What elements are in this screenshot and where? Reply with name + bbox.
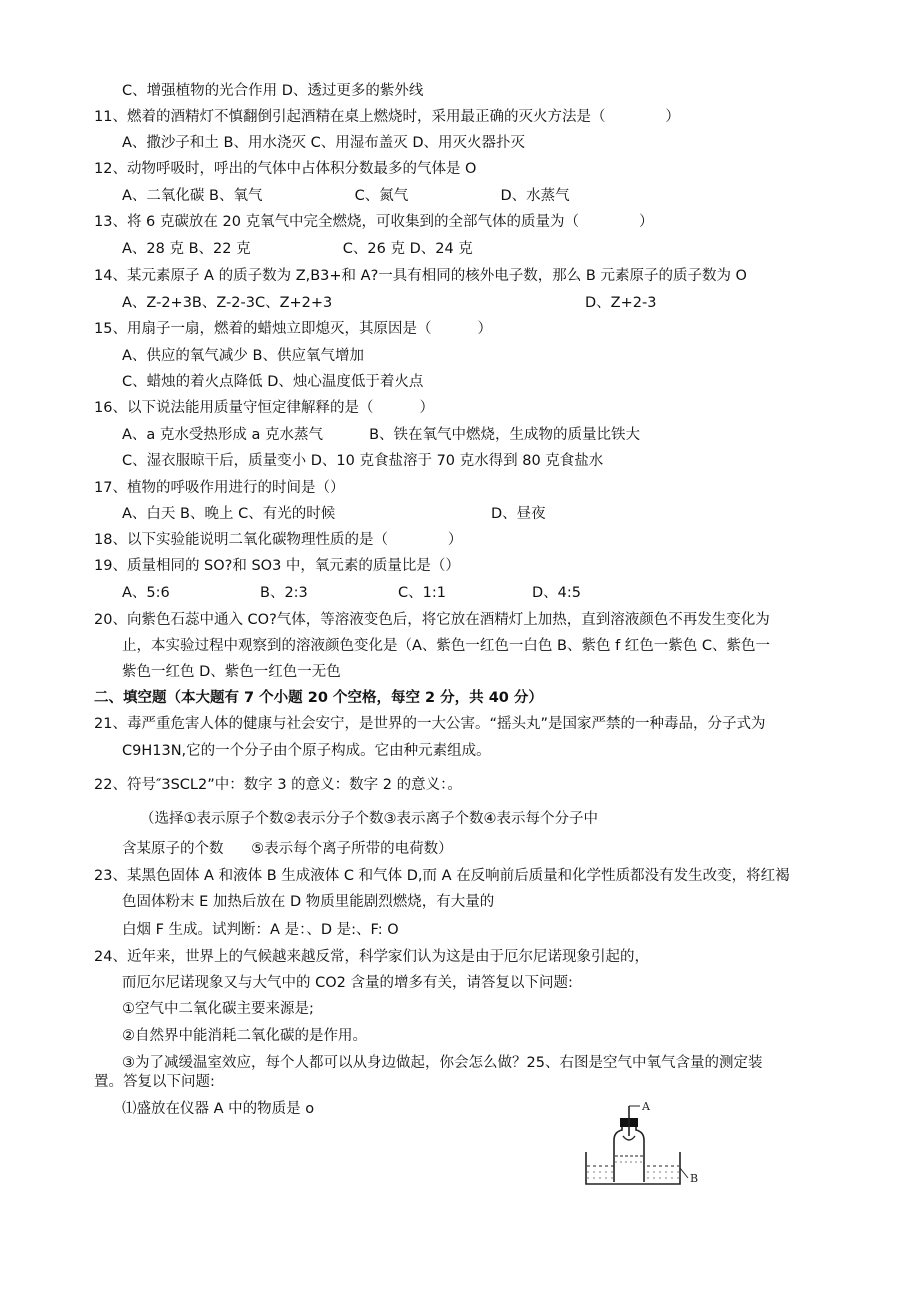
q19-option-b: B、2:3 — [260, 585, 308, 601]
q10-option-cd: C、增强植物的光合作用 D、透过更多的紫外线 — [122, 83, 424, 99]
q15-options-cd: C、蜡烛的着火点降低 D、烛心温度低于着火点 — [122, 374, 424, 390]
q16-stem: 16、以下说法能用质量守恒定律解释的是（ ） — [94, 400, 435, 416]
q15-stem: 15、用扇子一扇，燃着的蜡烛立即熄灭，其原因是（ ） — [94, 321, 493, 337]
q25-stem-line2: 置。答复以下问题: — [94, 1074, 215, 1090]
q19-stem: 19、质量相同的 SO?和 SO3 中，氧元素的质量比是（） — [94, 558, 460, 574]
q23-stem-line3: 白烟 F 生成。试判断：A 是：、D 是:、F: O — [122, 922, 399, 938]
q24-stem-line1: 24、近年来，世界上的气候越来越反常，科学家们认为这是由于厄尔尼诺现象引起的， — [94, 949, 649, 965]
q19-option-d: D、4:5 — [532, 585, 582, 601]
q22-choices-line1: （选择①表示原子个数②表示分子个数③表示离子个数④表示每个分子中 — [140, 811, 598, 827]
q14-option-d: D、Z+2-3 — [585, 295, 657, 311]
q21-stem-line1: 21、毒严重危害人体的健康与社会安宁，是世界的一大公害。“摇头丸”是国家严禁的一种毒品，分子式为 — [94, 716, 766, 732]
q24-sub3-q25-stem: ③为了减缓温室效应，每个人都可以从身边做起，你会怎么做？25、右图是空气中氧气含量的测定装 — [122, 1055, 763, 1071]
q24-sub2: ②自然界中能消耗二氧化碳的是作用。 — [122, 1028, 367, 1044]
q22-stem: 22、符号″3SCL2”中：数字 3 的意义：数字 2 的意义：。 — [94, 777, 462, 793]
q11-options: A、撒沙子和土 B、用水浇灭 C、用湿布盖灭 D、用灭火器扑灭 — [122, 135, 525, 151]
label-a: A — [642, 1100, 650, 1113]
q16-options-ab: A、a 克水受热形成 a 克水蒸气 B、铁在氧气中燃烧，生成物的质量比铁大 — [122, 427, 641, 443]
q24-stem-line2: 而厄尔尼诺现象又与大气中的 CO2 含量的增多有关，请答复以下问题: — [122, 975, 573, 991]
q19-option-a: A、5:6 — [122, 585, 170, 601]
q20-stem-line1: 20、向紫色石蕊中通入 CO?气体，等溶液变色后，将它放在酒精灯上加热，直到溶液颜色不再发生变化为 — [94, 612, 770, 628]
q23-stem-line2: 色固体粉末 E 加热后放在 D 物质里能剧烈燃烧，有大量的 — [122, 894, 495, 910]
q17-option-d: D、昼夜 — [491, 506, 546, 522]
q13-options: A、28 克 B、22 克 C、26 克 D、24 克 — [122, 241, 473, 257]
q18-stem: 18、以下实验能说明二氧化碳物理性质的是（ ） — [94, 532, 463, 548]
q14-stem: 14、某元素原子 A 的质子数为 Z,B3+和 A?一具有相同的核外电子数，那么 B 元素原子的质子数为 O — [94, 268, 747, 284]
q21-stem-line2: C9H13N,它的一个分子由个原子构成。它由种元素组成。 — [122, 743, 491, 759]
q12-stem: 12、动物呼吸时，呼出的气体中占体积分数最多的气体是 O — [94, 161, 477, 177]
q17-stem: 17、植物的呼吸作用进行的时间是（） — [94, 480, 345, 496]
section-title-fill-in: 二、填空题（本大题有 7 个小题 20 个空格，每空 2 分，共 40 分） — [94, 690, 543, 706]
q12-options: A、二氧化碳 B、氧气 C、氮气 D、水蒸气 — [122, 188, 570, 204]
q24-sub1: ①空气中二氧化碳主要来源是; — [122, 1001, 314, 1017]
q16-options-cd: C、湿衣服晾干后，质量变小 D、10 克食盐溶于 70 克水得到 80 克食盐水 — [122, 453, 604, 469]
q13-stem: 13、将 6 克碳放在 20 克氧气中完全燃烧，可收集到的全部气体的质量为（ ） — [94, 214, 654, 230]
q23-stem-line1: 23、某黑色固体 A 和液体 B 生成液体 C 和气体 D,而 A 在反响前后质量和化学性质都没有发生改变，将红褐 — [94, 868, 790, 884]
q25-sub1: ⑴盛放在仪器 A 中的物质是 o — [122, 1101, 315, 1117]
label-b: B — [690, 1172, 699, 1185]
q19-option-c: C、1:1 — [398, 585, 446, 601]
q14-options-abc: A、Z-2+3B、Z-2-3C、Z+2+3 — [122, 295, 333, 311]
label-b-pointer — [680, 1168, 688, 1178]
q11-stem: 11、燃着的酒精灯不慎翻倒引起酒精在桌上燃烧时，采用最正确的灭火方法是（ ） — [94, 109, 680, 125]
q20-stem-line2: 止，本实验过程中观察到的溶液颜色变化是（A、紫色一红色一白色 B、紫色 f 红色一紫色 C、紫色一 — [122, 638, 771, 654]
q15-options-ab: A、供应的氧气减少 B、供应氧气增加 — [122, 348, 364, 364]
q22-choices-line2: 含某原子的个数 ⑤表示每个离子所带的电荷数） — [122, 841, 453, 857]
q20-stem-line3: 紫色一红色 D、紫色一红色一无色 — [122, 664, 341, 680]
oxygen-measurement-apparatus — [580, 1096, 720, 1196]
q17-options-abc: A、白天 B、晚上 C、有光的时候 — [122, 506, 336, 522]
